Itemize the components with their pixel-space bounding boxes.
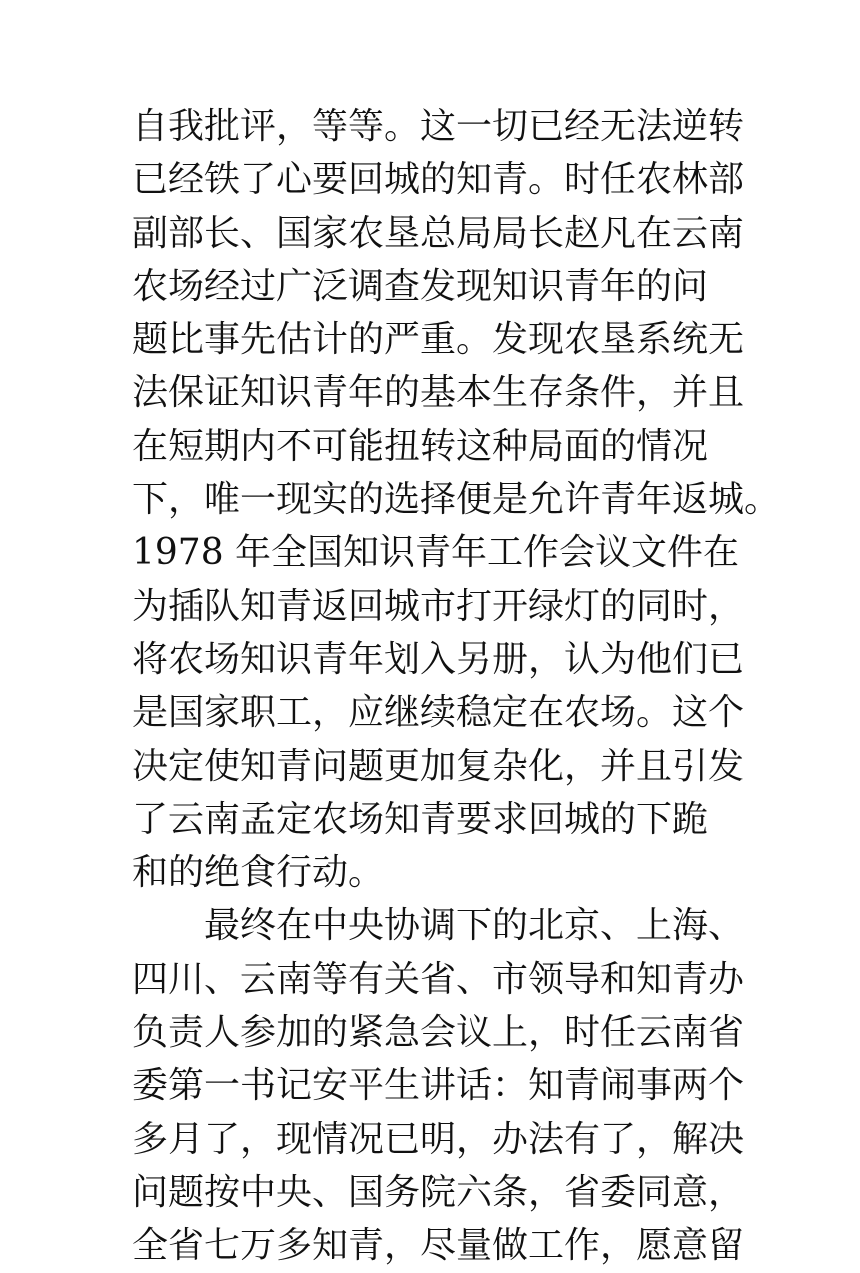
paragraph-first-line: 最终在中央协调下的北京、上海、 xyxy=(204,905,745,947)
text-line: 法保证知识青年的基本生存条件，并且 xyxy=(132,372,745,414)
text-line: 决定使知青问题更加复杂化，并且引发 xyxy=(132,745,745,787)
text-line: 1978 年全国知识青年工作会议文件在 xyxy=(132,532,740,574)
text-line: 负责人参加的紧急会议上，时任云南省 xyxy=(132,1012,745,1054)
text-line: 全省七万多知青，尽量做工作，愿意留 xyxy=(132,1225,745,1267)
text-line: 自我批评，等等。这一切已经无法逆转 xyxy=(132,106,745,147)
text-line: 为插队知青返回城市打开绿灯的同时， xyxy=(132,585,745,627)
text-line: 下，唯一现实的选择便是允许青年返城。 xyxy=(132,479,781,521)
text-line: 委第一书记安平生讲话：知青闹事两个 xyxy=(132,1065,745,1107)
text-line: 副部长、国家农垦总局局长赵凡在云南 xyxy=(132,212,745,254)
text-line: 是国家职工，应继续稳定在农场。这个 xyxy=(132,692,745,734)
text-line: 多月了，现情况已明，办法有了，解决 xyxy=(132,1118,745,1160)
text-line: 已经铁了心要回城的知青。时任农林部 xyxy=(132,159,745,201)
text-line: 农场经过广泛调查发现知识青年的问 xyxy=(132,265,709,307)
text-line: 了云南孟定农场知青要求回城的下跪 xyxy=(132,798,709,840)
text-line: 问题按中央、国务院六条，省委同意， xyxy=(132,1171,745,1213)
text-line: 四川、云南等有关省、市领导和知青办 xyxy=(132,958,745,1000)
text-line: 和的绝食行动。 xyxy=(132,852,385,894)
body-text xyxy=(132,100,781,1273)
text-line: 题比事先估计的严重。发现农垦系统无 xyxy=(132,319,745,361)
text-line: 将农场知识青年划入另册，认为他们已 xyxy=(132,638,745,680)
text-line: 在短期内不可能扭转这种局面的情况 xyxy=(132,425,709,467)
